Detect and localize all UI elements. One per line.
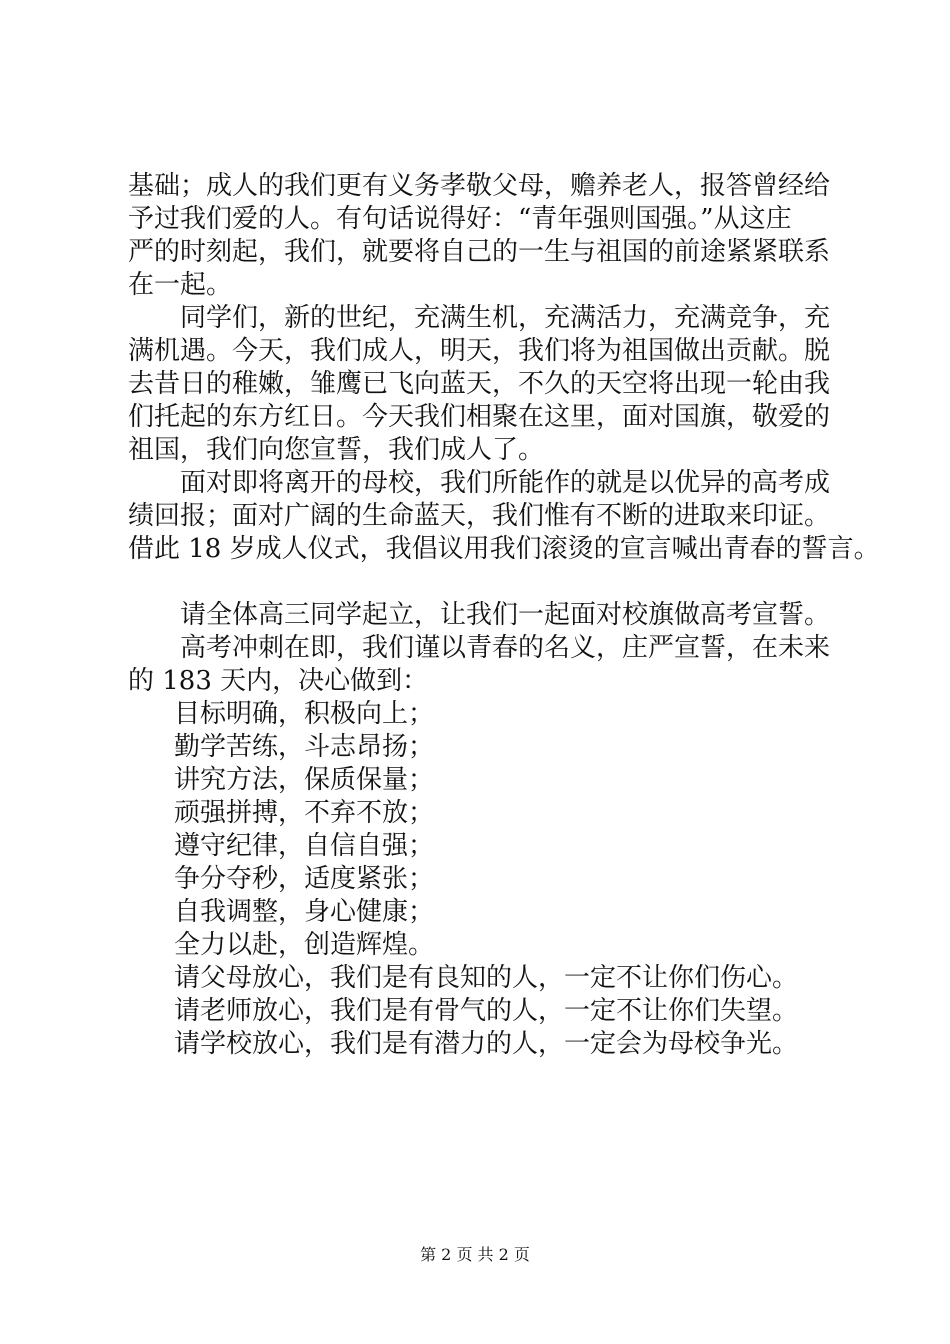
oath-item: 请学校放心，我们是有潜力的人，一定会为母校争光。: [174, 1029, 799, 1059]
text-line: 们托起的东方红日。今天我们相聚在这里，面对国旗，敬爱的: [128, 402, 831, 432]
page-footer: [0, 1244, 950, 1266]
text-line: 严的时刻起，我们，就要将自己的一生与祖国的前途紧紧联系: [128, 237, 831, 267]
paragraph-3: [128, 467, 880, 566]
paragraph-2: [128, 302, 848, 467]
oath-item: 全力以赴，创造辉煌。: [174, 930, 435, 960]
text-line: 面对即将离开的母校，我们所能作的就是以优异的高考成: [180, 468, 831, 498]
paragraph-5: [128, 632, 848, 698]
text-line: 满机遇。今天，我们成人，明天，我们将为祖国做出贡献。脱: [128, 336, 831, 366]
oath-item: 自我调整，身心健康；: [174, 897, 435, 927]
paragraph-spacer: [128, 566, 848, 599]
text-line: 的 183 天内，决心做到：: [128, 666, 429, 696]
oath-item: 目标明确，积极向上；: [174, 699, 435, 729]
oath-item: 勤学苦练，斗志昂扬；: [174, 732, 435, 762]
page-number-label: 第 2 页 共 2 页: [420, 1245, 530, 1264]
oath-item: 请老师放心，我们是有骨气的人，一定不让你们失望。: [174, 996, 799, 1026]
paragraph-4: [128, 599, 848, 632]
document-body: [128, 170, 880, 1061]
oath-item: 请父母放心，我们是有良知的人，一定不让你们伤心。: [174, 963, 799, 993]
text-line: 祖国，我们向您宣誓，我们成人了。: [128, 435, 545, 465]
text-line: 在一起。: [128, 270, 233, 300]
text-line: 高考冲刺在即，我们谨以青春的名义，庄严宣誓，在未来: [180, 633, 831, 663]
oath-list: [128, 698, 848, 1061]
text-line: 基础；成人的我们更有义务孝敬父母，赡养老人，报答曾经给: [128, 171, 831, 201]
text-line: 请全体高三同学起立，让我们一起面对校旗做高考宣誓。: [180, 600, 831, 630]
oath-item: 争分夺秒，适度紧张；: [174, 864, 435, 894]
text-line: 绩回报；面对广阔的生命蓝天，我们惟有不断的进取来印证。: [128, 501, 831, 531]
text-line: 予过我们爱的人。有句话说得好：“青年强则国强。”从这庄: [128, 204, 792, 234]
paragraph-1: [128, 170, 848, 302]
oath-item: 讲究方法，保质保量；: [174, 765, 435, 795]
text-line: 同学们，新的世纪，充满生机，充满活力，充满竞争，充: [180, 303, 831, 333]
oath-item: 顽强拼搏，不弃不放；: [174, 798, 435, 828]
text-line: 借此 18 岁成人仪式，我倡议用我们滚烫的宣言喊出青春的誓言。: [128, 534, 880, 564]
oath-item: 遵守纪律，自信自强；: [174, 831, 435, 861]
text-line: 去昔日的稚嫩，雏鹰已飞向蓝天，不久的天空将出现一轮由我: [128, 369, 831, 399]
